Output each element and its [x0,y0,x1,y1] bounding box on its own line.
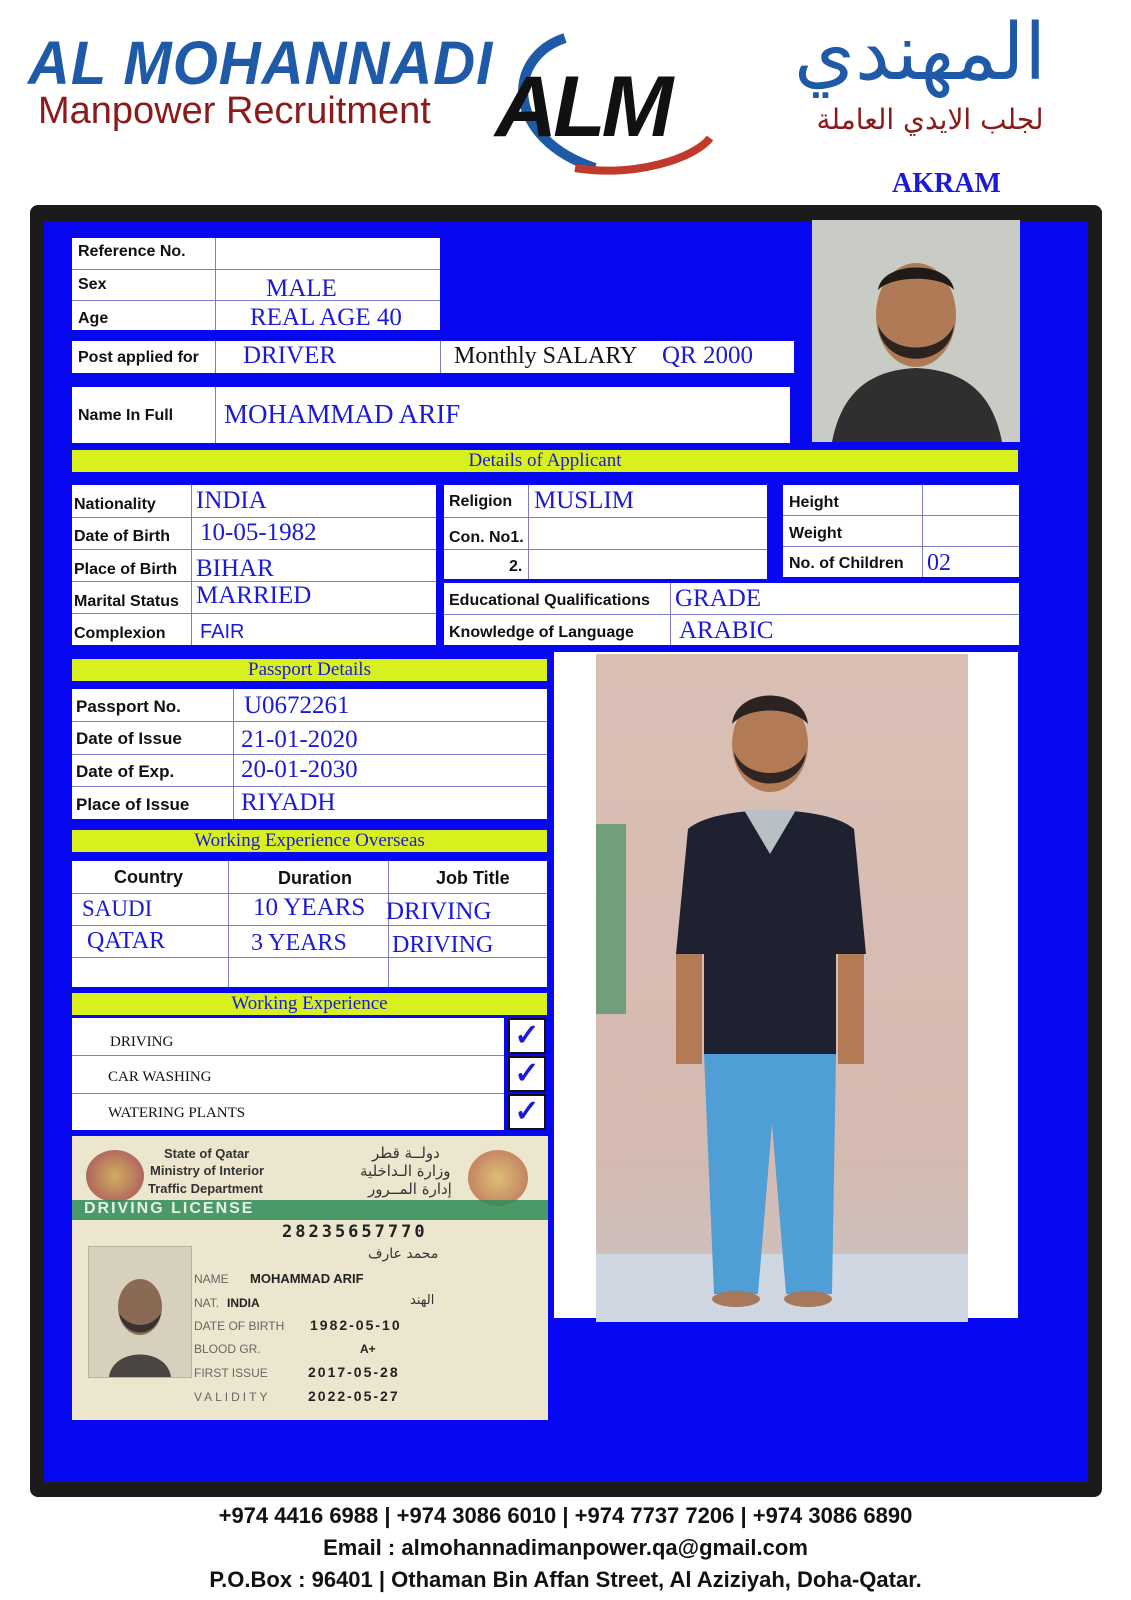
passport-no-label: Passport No. [76,697,181,716]
issue-date-label: Date of Issue [76,729,182,748]
license-nat-value: INDIA [227,1296,260,1310]
check-icon: ✓ [508,1056,546,1092]
children-value: 02 [927,550,951,576]
religion-value: MUSLIM [534,487,635,514]
complexion-label: Complexion [74,625,166,642]
license-validity-label: VALIDITY [194,1390,271,1404]
license-nat-ar: الهند [410,1293,435,1308]
license-number: 28235657770 [282,1222,428,1242]
overseas-country-2: QATAR [87,928,166,954]
language-value: ARABIC [679,617,774,644]
language-label: Knowledge of Language [449,624,634,641]
alm-logo [495,18,720,178]
salary-label: Monthly SALARY [454,343,638,369]
religion-label: Religion [449,493,513,510]
experience-item-1: DRIVING [110,1034,174,1050]
name-label: Name In Full [78,407,174,424]
issue-place-value: RIYADH [241,789,336,816]
license-name-ar: محمد عارف [368,1246,439,1262]
license-holder-photo [88,1246,192,1378]
name-value: MOHAMMAD ARIF [224,399,461,429]
overseas-job-1: DRIVING [386,898,492,925]
license-name-value: MOHAMMAD ARIF [250,1271,364,1286]
education-value: GRADE [675,585,762,612]
license-nat-label: NAT. [194,1296,220,1310]
license-blood-value: A+ [360,1342,376,1356]
job-title-header: Job Title [436,868,510,888]
height-label: Height [789,494,839,511]
complexion-value: FAIR [200,621,245,643]
license-first-issue-value: 2017-05-28 [308,1364,400,1380]
sex-label: Sex [78,276,107,293]
reference-label: Reference No. [78,243,186,260]
experience-item-2: CAR WASHING [108,1069,212,1085]
country-header: Country [114,867,183,887]
overseas-duration-2: 3 YEARS [251,930,347,956]
overseas-job-2: DRIVING [392,932,494,958]
license-state-ar: دولــة قطر [372,1144,440,1162]
experience-item-3: WATERING PLANTS [108,1105,246,1121]
sex-value: MALE [266,275,337,302]
moi-emblem-icon [468,1150,528,1206]
license-dept-en: Traffic Department [148,1181,263,1196]
contact1-label: Con. No1. [449,529,524,546]
check-icon: ✓ [508,1094,546,1130]
license-name-label: NAME [194,1272,229,1286]
dob-label: Date of Birth [74,528,170,545]
alm-logo-text: ALM [495,59,670,155]
marital-status-label: Marital Status [74,593,179,610]
overseas-country-1: SAUDI [82,896,153,921]
footer-email: Email : almohannadimanpower.qa@gmail.com [323,1535,808,1560]
applicant-portrait-photo [812,220,1020,442]
footer-address: P.O.Box : 96401 | Othaman Bin Affan Street, Al Aziziyah, Doha-Qatar. [209,1567,922,1592]
check-icon: ✓ [508,1018,546,1054]
salary-value: QR 2000 [662,342,753,369]
nationality-label: Nationality [74,496,156,513]
license-ministry-ar: وزارة الـداخلية [360,1162,451,1180]
footer-phones: +974 4416 6988 | +974 3086 6010 | +974 7737 7206 | +974 3086 6890 [218,1503,913,1528]
arabic-tagline: لجلب الايدي العاملة [816,103,1044,136]
age-value: REAL AGE 40 [250,304,402,331]
license-validity-value: 2022-05-27 [308,1388,400,1404]
nationality-value: INDIA [196,487,267,514]
expiry-date-value: 20-01-2030 [241,756,358,783]
passport-section-title: Passport Details [72,659,547,681]
license-dob-value: 1982-05-10 [310,1317,402,1333]
place-of-birth-value: BIHAR [196,555,274,582]
marital-status-value: MARRIED [196,582,312,609]
overseas-duration-1: 10 YEARS [253,894,366,921]
experience-section-title: Working Experience [72,993,547,1015]
applicant-full-body-photo [596,654,968,1322]
license-blood-label: BLOOD GR. [194,1342,261,1356]
expiry-date-label: Date of Exp. [76,762,175,781]
overseas-section-title: Working Experience Overseas [72,830,547,852]
contact2-label: 2. [509,558,523,575]
license-state-en: State of Qatar [164,1146,250,1161]
brand-subtitle: Manpower Recruitment [38,90,431,132]
license-dept-ar: إدارة المــرور [368,1180,452,1198]
driving-license-card [72,1136,548,1420]
post-label: Post applied for [78,349,199,366]
dob-value: 10-05-1982 [200,519,317,546]
agent-name: AKRAM [892,168,1001,199]
license-banner-text: DRIVING LICENSE [84,1200,255,1217]
license-dob-label: DATE OF BIRTH [194,1319,285,1333]
license-ministry-en: Ministry of Interior [150,1163,265,1178]
education-label: Educational Qualifications [449,592,650,609]
weight-label: Weight [789,525,843,542]
license-first-issue-label: FIRST ISSUE [194,1366,268,1380]
place-of-birth-label: Place of Birth [74,561,178,578]
duration-header: Duration [278,868,352,888]
children-label: No. of Children [789,555,904,572]
age-label: Age [78,310,109,327]
qatar-emblem-icon [86,1150,144,1202]
issue-place-label: Place of Issue [76,795,190,814]
arabic-brand: المهندي [793,8,1046,98]
issue-date-value: 21-01-2020 [241,726,358,753]
passport-no-value: U0672261 [244,692,350,719]
brand-name: AL MOHANNADI [28,29,494,98]
details-section-title: Details of Applicant [72,450,1018,472]
post-value: DRIVER [243,342,337,369]
